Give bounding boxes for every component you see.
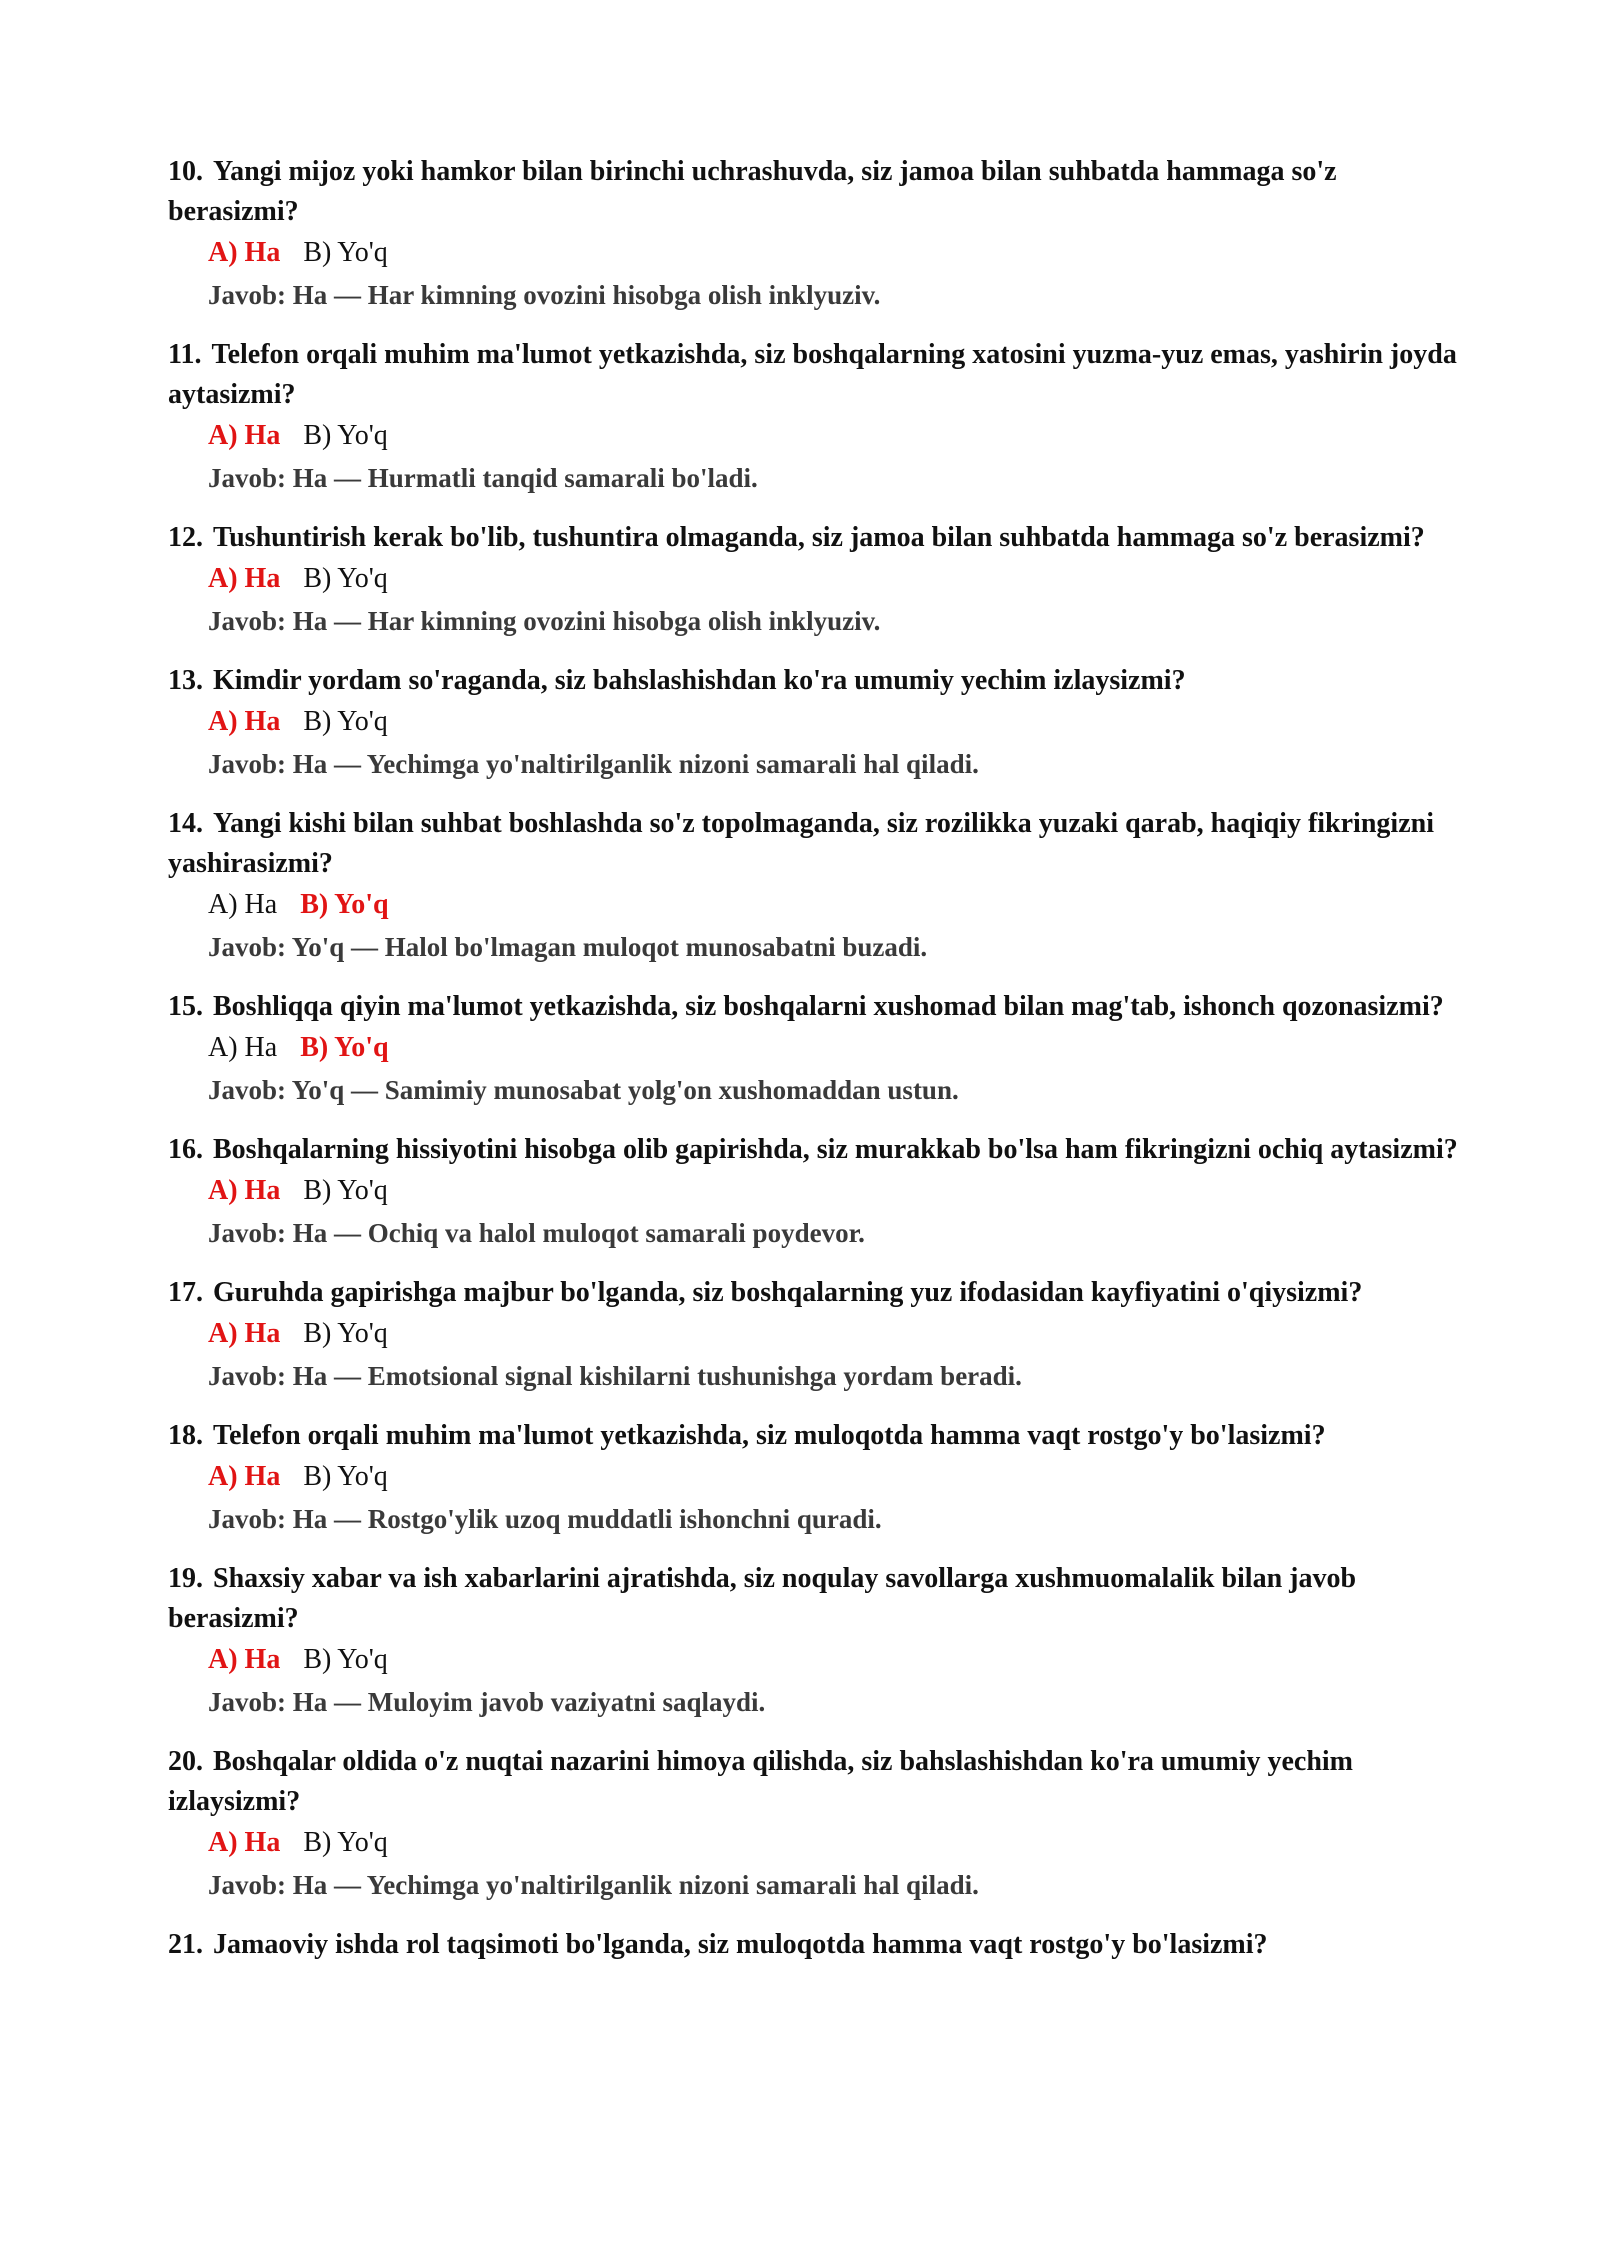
answer-explanation: Javob: Ha — Ochiq va halol muloqot samarali poydevor. [208, 1218, 865, 1248]
options-row [208, 415, 1458, 457]
question-list [168, 152, 1458, 1984]
options-row [208, 232, 1458, 274]
question-text [168, 1742, 1458, 1822]
question-text [168, 1273, 1458, 1313]
question-text [168, 1925, 1458, 1965]
question-item [168, 804, 1458, 968]
question-body: Kimdir yordam so'raganda, siz bahslashishdan ko'ra umumiy yechim izlaysizmi? [213, 665, 1186, 696]
option-b: B) Yo'q [303, 1644, 388, 1675]
question-item [168, 152, 1458, 316]
question-body: Telefon orqali muhim ma'lumot yetkazishda, siz boshqalarning xatosini yuzma-yuz emas, yashirin joyda aytasizmi? [168, 339, 1457, 410]
question-number: 17. [168, 1277, 203, 1308]
option-b: B) Yo'q [303, 706, 388, 737]
question-body: Boshqalarning hissiyotini hisobga olib gapirishda, siz murakkab bo'lsa ham fikringizni ochiq aytasizmi? [213, 1134, 1458, 1165]
option-b: B) Yo'q [303, 420, 388, 451]
question-body: Boshqalar oldida o'z nuqtai nazarini himoya qilishda, siz bahslashishdan ko'ra umumiy yechim izlaysizmi? [168, 1746, 1354, 1817]
question-number: 14. [168, 808, 203, 839]
question-body: Guruhda gapirishga majbur bo'lganda, siz boshqalarning yuz ifodasidan kayfiyatini o'qiysizmi? [213, 1277, 1363, 1308]
option-a: A) Ha [208, 1318, 281, 1349]
option-a: A) Ha [208, 1461, 281, 1492]
option-a: A) Ha [208, 1644, 281, 1675]
question-text [168, 987, 1458, 1027]
question-item [168, 1130, 1458, 1254]
answer-explanation: Javob: Ha — Har kimning ovozini hisobga olish inklyuziv. [208, 280, 881, 310]
options-row [208, 1456, 1458, 1498]
option-a: A) Ha [208, 237, 281, 268]
question-body: Jamaoviy ishda rol taqsimoti bo'lganda, siz muloqotda hamma vaqt rostgo'y bo'lasizmi? [213, 1929, 1268, 1960]
option-a: A) Ha [208, 563, 281, 594]
answer-explanation: Javob: Ha — Muloyim javob vaziyatni saqlaydi. [208, 1687, 766, 1717]
option-a: A) Ha [208, 706, 281, 737]
option-b: B) Yo'q [303, 1827, 388, 1858]
question-number: 10. [168, 156, 203, 187]
answer-explanation: Javob: Ha — Emotsional signal kishilarni tushunishga yordam beradi. [208, 1361, 1022, 1391]
options-row [208, 701, 1458, 743]
answer-explanation: Javob: Ha — Har kimning ovozini hisobga olish inklyuziv. [208, 606, 881, 636]
answer-explanation: Javob: Ha — Yechimga yo'naltirilganlik nizoni samarali hal qiladi. [208, 749, 979, 779]
question-item [168, 987, 1458, 1111]
options-row [208, 1170, 1458, 1212]
question-number: 20. [168, 1746, 203, 1777]
option-b: B) Yo'q [303, 1318, 388, 1349]
question-text [168, 518, 1458, 558]
question-body: Yangi mijoz yoki hamkor bilan birinchi uchrashuvda, siz jamoa bilan suhbatda hammaga so'z berasizmi? [168, 156, 1337, 227]
answer-explanation: Javob: Yo'q — Samimiy munosabat yolg'on xushomaddan ustun. [208, 1075, 959, 1105]
question-item [168, 335, 1458, 499]
question-body: Shaxsiy xabar va ish xabarlarini ajratishda, siz noqulay savollarga xushmuomalalik bilan javob berasizmi? [168, 1563, 1357, 1634]
question-item [168, 1273, 1458, 1397]
question-item [168, 1559, 1458, 1723]
options-row [208, 1313, 1458, 1355]
question-body: Boshliqqa qiyin ma'lumot yetkazishda, siz boshqalarni xushomad bilan mag'tab, ishonch qozonasizmi? [213, 991, 1444, 1022]
question-text [168, 335, 1458, 415]
options-row [208, 884, 1458, 926]
option-b: B) Yo'q [303, 1461, 388, 1492]
question-body: Tushuntirish kerak bo'lib, tushuntira olmaganda, siz jamoa bilan suhbatda hammaga so'z berasizmi? [213, 522, 1425, 553]
question-text [168, 1559, 1458, 1639]
question-body: Telefon orqali muhim ma'lumot yetkazishda, siz muloqotda hamma vaqt rostgo'y bo'lasizmi? [213, 1420, 1326, 1451]
question-number: 19. [168, 1563, 203, 1594]
question-number: 15. [168, 991, 203, 1022]
question-item [168, 1742, 1458, 1906]
options-row [208, 558, 1458, 600]
question-body: Yangi kishi bilan suhbat boshlashda so'z topolmaganda, siz rozilikka yuzaki qarab, haqiqiy fikringizni yashirasizmi? [168, 808, 1434, 879]
option-b: B) Yo'q [300, 889, 389, 920]
question-number: 13. [168, 665, 203, 696]
option-b: B) Yo'q [303, 1175, 388, 1206]
question-item [168, 1925, 1458, 1965]
question-item [168, 518, 1458, 642]
answer-explanation: Javob: Ha — Hurmatli tanqid samarali bo'ladi. [208, 463, 758, 493]
question-text [168, 804, 1458, 884]
options-row [208, 1822, 1458, 1864]
option-a: A) Ha [208, 889, 278, 920]
option-a: A) Ha [208, 1032, 278, 1063]
question-number: 18. [168, 1420, 203, 1451]
question-number: 16. [168, 1134, 203, 1165]
question-number: 21. [168, 1929, 203, 1960]
question-number: 12. [168, 522, 203, 553]
option-a: A) Ha [208, 420, 281, 451]
option-b: B) Yo'q [303, 237, 388, 268]
question-item [168, 661, 1458, 785]
question-number: 11. [168, 339, 202, 370]
options-row [208, 1639, 1458, 1681]
option-b: B) Yo'q [303, 563, 388, 594]
question-text [168, 1416, 1458, 1456]
option-a: A) Ha [208, 1175, 281, 1206]
options-row [208, 1027, 1458, 1069]
answer-explanation: Javob: Yo'q — Halol bo'lmagan muloqot munosabatni buzadi. [208, 932, 928, 962]
question-text [168, 661, 1458, 701]
option-a: A) Ha [208, 1827, 281, 1858]
question-text [168, 152, 1458, 232]
option-b: B) Yo'q [300, 1032, 389, 1063]
answer-explanation: Javob: Ha — Yechimga yo'naltirilganlik nizoni samarali hal qiladi. [208, 1870, 979, 1900]
question-item [168, 1416, 1458, 1540]
answer-explanation: Javob: Ha — Rostgo'ylik uzoq muddatli ishonchni quradi. [208, 1504, 882, 1534]
question-text [168, 1130, 1458, 1170]
